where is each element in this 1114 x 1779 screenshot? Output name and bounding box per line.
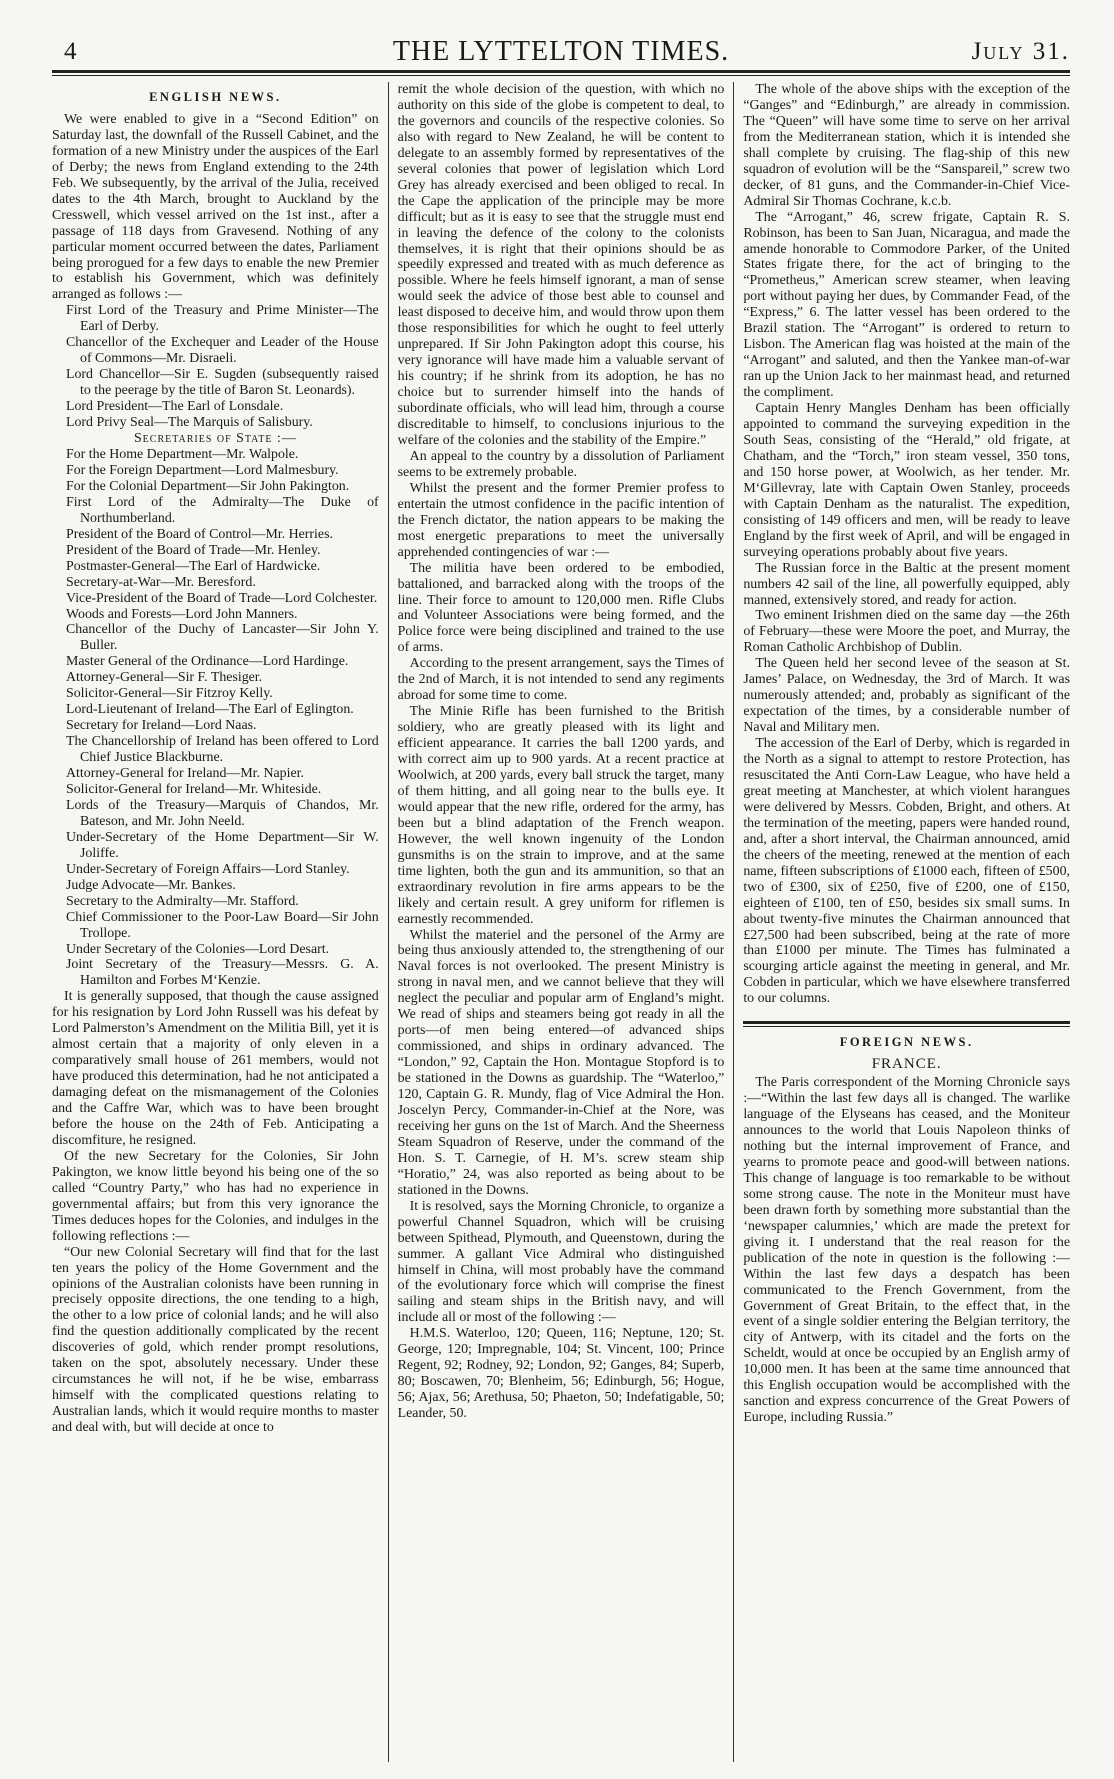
paragraph: The Russian force in the Baltic at the present moment numbers 42 sail of the line, all powerfully equipped, ably manned, extensively stored, and ready for action. [743, 560, 1070, 608]
secretaries-list [52, 447, 379, 989]
secretaries-heading: Secretaries of State :— [133, 431, 297, 447]
paragraph: The Minie Rifle has been furnished to the British soldiery, who are greatly pleased with its light and efficient appearance. It carries the ball 1200 yards, and with correct aim up to 900 yards. At a recent practice at Woolwich, at 200 yards, every ball struck the target, many of them hitting, and all going near to the bulls eye. It would appear that the new rifle, ordered for the army, has been but a blind adaptation of the French weapon. However, the well known ingenuity of the London gunsmiths is on the strain to improve, and at the same time lighten, both the gun and its ammunition, so that an extraordinary revolution in fire arms appears to be the likely and certain result. A grey uniform for riflemen is earnestly recommended. [397, 704, 725, 927]
list-item: Under-Secretary of the Home Department—Sir W. Joliffe. [66, 829, 379, 861]
list-item: Vice-President of the Board of Trade—Lord Colchester. [66, 590, 378, 606]
list-item: Attorney-General—Sir F. Thesiger. [66, 670, 263, 686]
issue-date: July 31. [971, 38, 1070, 65]
paragraph: An appeal to the country by a dissolution of Parliament seems to be extremely probable. [397, 448, 725, 480]
section-heading-foreign-news: FOREIGN NEWS. [839, 1035, 974, 1050]
list-item: Chancellor of the Exchequer and Leader of the House of Commons—Mr. Disraeli. [66, 335, 379, 367]
column-1 [52, 82, 379, 1762]
paragraph: Of the new Secretary for the Colonies, Sir John Pakington, we know little beyond his being one of the so called “Country Party,” who has had no experience in governmental affairs; but from this very ignorance the Times deduces hopes for the Colonies, and indulges in the following reflections :— [52, 1148, 379, 1244]
paragraph: According to the present arrangement, says the Times of the 2nd of March, it is not intended to send any regiments abroad for some time to come. [397, 656, 725, 704]
subheading-france: FRANCE. [871, 1056, 942, 1073]
list-item: Solicitor-General for Ireland—Mr. Whiteside. [66, 781, 322, 797]
paragraph: The militia have been ordered to be embodied, battalioned, and barracked along with the troops of the line. Their force to amount to 120,000 men. Rifle Clubs and Volunteer Associations were being formed, and the Police force were being disciplined and trained to the use of arms. [397, 560, 725, 656]
list-item: Woods and Forests—Lord John Manners. [66, 606, 298, 622]
ministry-list [52, 303, 379, 431]
list-item: Solicitor-General—Sir Fitzroy Kelly. [66, 686, 273, 702]
list-item: For the Colonial Department—Sir John Pakington. [66, 478, 350, 494]
list-item: Judge Advocate—Mr. Bankes. [66, 877, 236, 893]
list-item: Lord President—The Earl of Lonsdale. [66, 399, 284, 415]
list-item: Attorney-General for Ireland—Mr. Napier. [66, 766, 304, 782]
section-heading-english-news: ENGLISH NEWS. [149, 90, 282, 104]
list-item: For the Foreign Department—Lord Malmesbury. [66, 462, 339, 478]
list-item: Lord Chancellor—Sir E. Sugden (subsequently raised to the peerage by the title of Baron St. Leonards). [66, 367, 379, 399]
list-item: Lords of the Treasury—Marquis of Chandos, Mr. Bateson, and Mr. John Neeld. [66, 797, 379, 829]
list-item: Chancellor of the Duchy of Lancaster—Sir John Y. Buller. [66, 622, 379, 654]
list-item: First Lord of the Admiralty—The Duke of Northumberland. [66, 494, 379, 526]
paragraph: Whilst the present and the former Premier profess to entertain the utmost confidence in the pacific intention of the French dictator, the nation appears to be making the most energetic preparations to meet the universally apprehended contingencies of war :— [397, 480, 725, 560]
column-divider [733, 82, 734, 1762]
list-item: First Lord of the Treasury and Prime Minister—The Earl of Derby. [66, 303, 379, 335]
list-item: The Chancellorship of Ireland has been offered to Lord Chief Justice Blackburne. [66, 734, 379, 766]
list-item: Lord-Lieutenant of Ireland—The Earl of Eglington. [66, 702, 354, 718]
column-divider [388, 82, 389, 1762]
list-item: Master General of the Ordinance—Lord Hardinge. [66, 654, 349, 670]
paragraph: The Queen held her second levee of the season at St. James’ Palace, on Wednesday, the 3rd of March. It was numerously attended; and, probably as significant of the expectation of the times, by a considerable number of Naval and Military men. [743, 656, 1070, 736]
list-item: President of the Board of Control—Mr. Herries. [66, 526, 333, 542]
list-item: Postmaster-General—The Earl of Hardwicke. [66, 558, 321, 574]
paragraph: It is resolved, says the Morning Chronicle, to organize a powerful Channel Squadron, which will be cruising between Spithead, Plymouth, and Queenstown, during the summer. A gallant Vice Admiral who distinguished himself in China, will most probably have the command of the evolutionary force which will comprise the finest sailing and steam ships in the British navy, and will include all or most of the following :— [397, 1198, 725, 1326]
list-item: Secretary-at-War—Mr. Beresford. [66, 574, 256, 590]
paragraph: The “Arrogant,” 46, screw frigate, Captain R. S. Robinson, has been to San Juan, Nicaragua, and made the amende honorable to Commodore Parker, of the United States frigate there, for the act of bringing to the “Prometheus,” American screw steamer, when leaving port without paying her dues, by Commander Fead, of the “Express,” 6. The latter vessel has been ordered to the Brazil station. The “Arrogant” is ordered to return to Lisbon. The American flag was hoisted at the main of the “Arrogant” and saluted, and then the Yankee man-of-war ran up the Union Jack to her mainmast head, and returned the compliment. [743, 209, 1070, 401]
list-item: Secretary to the Admiralty—Mr. Stafford. [66, 893, 299, 909]
columns [52, 82, 1070, 1762]
list-item: President of the Board of Trade—Mr. Henley. [66, 542, 321, 558]
ship-list: H.M.S. Waterloo, 120; Queen, 116; Neptune, 120; St. George, 120; Impregnable, 104; St. Vincent, 100; Prince Regent, 92; Rodney, 92; London, 92; Ganges, 84; Superb, 80; Boscawen, 70; Blenheim, 56; Edinburgh, 56; Hogue, 56; Ajax, 56; Arethusa, 50; Phaeton, 50; Indefatigable, 50; Leander, 50. [397, 1326, 725, 1422]
paragraph: The whole of the above ships with the exception of the “Ganges” and “Edinburgh,” are already in commission. The “Queen” will have some time to serve on her arrival from the Mediterranean station, which it is intended she shall complete by cruising. The flag-ship of this new squadron of evolution will be the “Sanspareil,” screw two decker, of 81 guns, and the Commander-in-Chief Vice-Admiral Sir Thomas Cochrane, k.c.b. [743, 82, 1070, 209]
list-item: Joint Secretary of the Treasury—Messrs. G. A. Hamilton and Forbes M‘Kenzie. [66, 957, 379, 989]
paragraph: “Our new Colonial Secretary will find that for the last ten years the policy of the Home Government and the opinions of the Australian colonists have been running in precisely opposite directions, the one tending to a high, the other to a low price of colonial lands; and he will also find the question additionally complicated by the recent discoveries of gold, which render prompt resolutions, taken on the spot, absolutely necessary. Under these circumstances he will not, if he be wise, embarrass himself with the complicated questions relating to Australian lands, which it would require months to master and deal with, but will decide at once to [52, 1244, 379, 1436]
paragraph: It is generally supposed, that though the cause assigned for his resignation by Lord John Russell was his defeat by Lord Palmerston’s Amendment on the Militia Bill, yet it is almost certain that a majority of only eleven in a comparatively small house of 261 members, would not have produced this determination, had he not anticipated a damaging defeat on the mismanagement of the Colonies and the Caffre War, which was to have been brought before the house on the 24th of Feb. Anticipating a discomfiture, he resigned. [52, 989, 379, 1148]
masthead-rule-thin [52, 75, 1070, 76]
list-item: For the Home Department—Mr. Walpole. [66, 446, 299, 462]
list-item: Under-Secretary of Foreign Affairs—Lord Stanley. [66, 861, 350, 877]
paragraph: We were enabled to give in a “Second Edition” on Saturday last, the downfall of the Russell Cabinet, and the formation of a new Ministry under the auspices of the Earl of Derby; the news from England extending to the 24th Feb. We subsequently, by the arrival of the Julia, received dates to the 4th March, brought to Auckland by the Cresswell, which vessel arrived on the 1st inst., after a passage of 118 days from Gravesend. Nothing of any particular moment occurred between the dates, Parliament being prorogued for a few days to enable the new Premier to establish his Government, which was definitely arranged as follows :— [52, 111, 379, 303]
masthead-rule [52, 70, 1070, 73]
section-rule [743, 1021, 1070, 1024]
column-3 [743, 82, 1070, 1762]
paragraph: Captain Henry Mangles Denham has been officially appointed to command the surveying expedition in the South Seas, consisting of the “Herald,” old frigate, at Chatham, and the “Torch,” iron steam vessel, 350 tons, and 150 horse power, at Woolwich, as her tender. Mr. M‘Gillevray, late with Captain Owen Stanley, proceeds with Captain Denham as the naturalist. The expedition, consisting of 149 officers and men, will be ready to leave England by the first week of April, and will be engaged in surveying operations probably about five years. [743, 401, 1070, 560]
masthead [52, 34, 1070, 70]
newspaper-title: THE LYTTELTON TIMES. [392, 36, 730, 67]
section-rule-thin [743, 1026, 1070, 1027]
page-number: 4 [64, 38, 77, 65]
paragraph: The accession of the Earl of Derby, which is regarded in the North as a signal to attempt to restore Protection, has resuscitated the Anti Corn-Law League, who have held a great meeting at Manchester, at which violent harangues were delivered by Messrs. Cobden, Bright, and others. At the termination of the meeting, papers were handed round, and, after a short interval, the Chairman announced, amid the cheers of the meeting, renewed at the mention of each name, fifteen subscriptions of £1000 each, fifteen of £500, two of £300, six of £250, five of £200, one of £150, eighteen of £100, ten of £50, besides six small sums. In about twenty-five minutes the Chairman announced that £27,500 had been subscribed, being at the rate of more than £1000 per minute. The Times has fulminated a scourging article against the meeting in general, and Mr. Cobden in particular, which we have elsewhere transferred to our columns. [743, 736, 1070, 1007]
list-item: Under Secretary of the Colonies—Lord Desart. [66, 941, 330, 957]
column-2 [398, 82, 725, 1762]
list-item: Secretary for Ireland—Lord Naas. [66, 718, 257, 734]
list-item: Lord Privy Seal—The Marquis of Salisbury. [66, 415, 313, 431]
paragraph: Two eminent Irishmen died on the same day —the 26th of February—these were Moore the poet, and Murray, the Roman Catholic Archbishop of Dublin. [743, 608, 1070, 656]
paragraph: remit the whole decision of the question, with which no authority on this side of the globe is competent to deal, to the governors and councils of the respective colonies. So also with regard to New Zealand, he will be content to delegate to an assembly formed by representatives of the several colonies that power of legislation which Lord Grey has already exercised and been obliged to recal. In the Cape the application of the principle may be more difficult; but as it is easy to see that the struggle must end in leaving the defence of the colony to the colonists themselves, it is right that their opinions should be as speedily expressed and treated with as much deference as possible. Where he feels himself ignorant, a man of sense would seek the advice of those best able to counsel and least disposed to deceive him, and would throw upon them those responsibilities for which he ought to feel utterly unprepared. If Sir John Pakington adopt this course, his very ignorance will have made him a valuable servant of his country; if he shrink from its adoption, he has no choice but to surrender himself into the hands of subordinate officials, who will lead him, through a course discreditable to himself, to conclusions injurious to the welfare of the colonies and the stability of the Empire.” [397, 82, 725, 448]
paragraph: Whilst the materiel and the personel of the Army are being thus anxiously attended to, the strengthening of our Naval forces is not overlooked. The present Ministry is strong in naval men, and we cannot believe that they will neglect the peculiar and popular arm of England’s might. We read of ships and steamers being got ready in all the ports—of men being entered—of advanced ships commissioned, and ships in ordinary advanced. The “London,” 92, Captain the Hon. Montague Stopford is to be stationed in the Downs as guardship. The “Waterloo,” 120, Captain G. R. Mundy, flag of Vice Admiral the Hon. Joscelyn Percy, Commander-in-Chief at the Nore, was receiving her guns on the 1st of March. And the Sheerness Steam Squadron of Reserve, under the command of the Hon. S. T. Carnegie, of H. M’s. screw steam ship “Horatio,” 24, was also reported as being about to be stationed in the Downs. [397, 927, 725, 1198]
paragraph: The Paris correspondent of the Morning Chronicle says :—“Within the last few days all is changed. The warlike language of the Elyseans has ceased, and the Moniteur announces to the world that Louis Napoleon thinks of nothing but the internal improvement of France, and yearns to promote peace and good-will between nations. This change of language is too remarkable to be without some strong cause. The note in the Moniteur must have been drawn forth by something more substantial than the ‘newspaper calumnies,’ which are made the pretext for giving it. I understand that the real reason for the publication of the note in question is the following :—Within the last few days a despatch has been communicated to the French Government, from the Government of Great Britain, to the effect that, in the event of a single soldier entering the Belgian territory, the city of Antwerp, with its citadel and the forts on the Scheldt, would at once be occupied by an English army of 10,000 men. It has been at the same time announced that this English occupation would be accomplished with the sanction and express concurrence of the Great Powers of Europe, including Russia.” [743, 1075, 1070, 1426]
list-item: Chief Commissioner to the Poor-Law Board—Sir John Trollope. [66, 909, 379, 941]
